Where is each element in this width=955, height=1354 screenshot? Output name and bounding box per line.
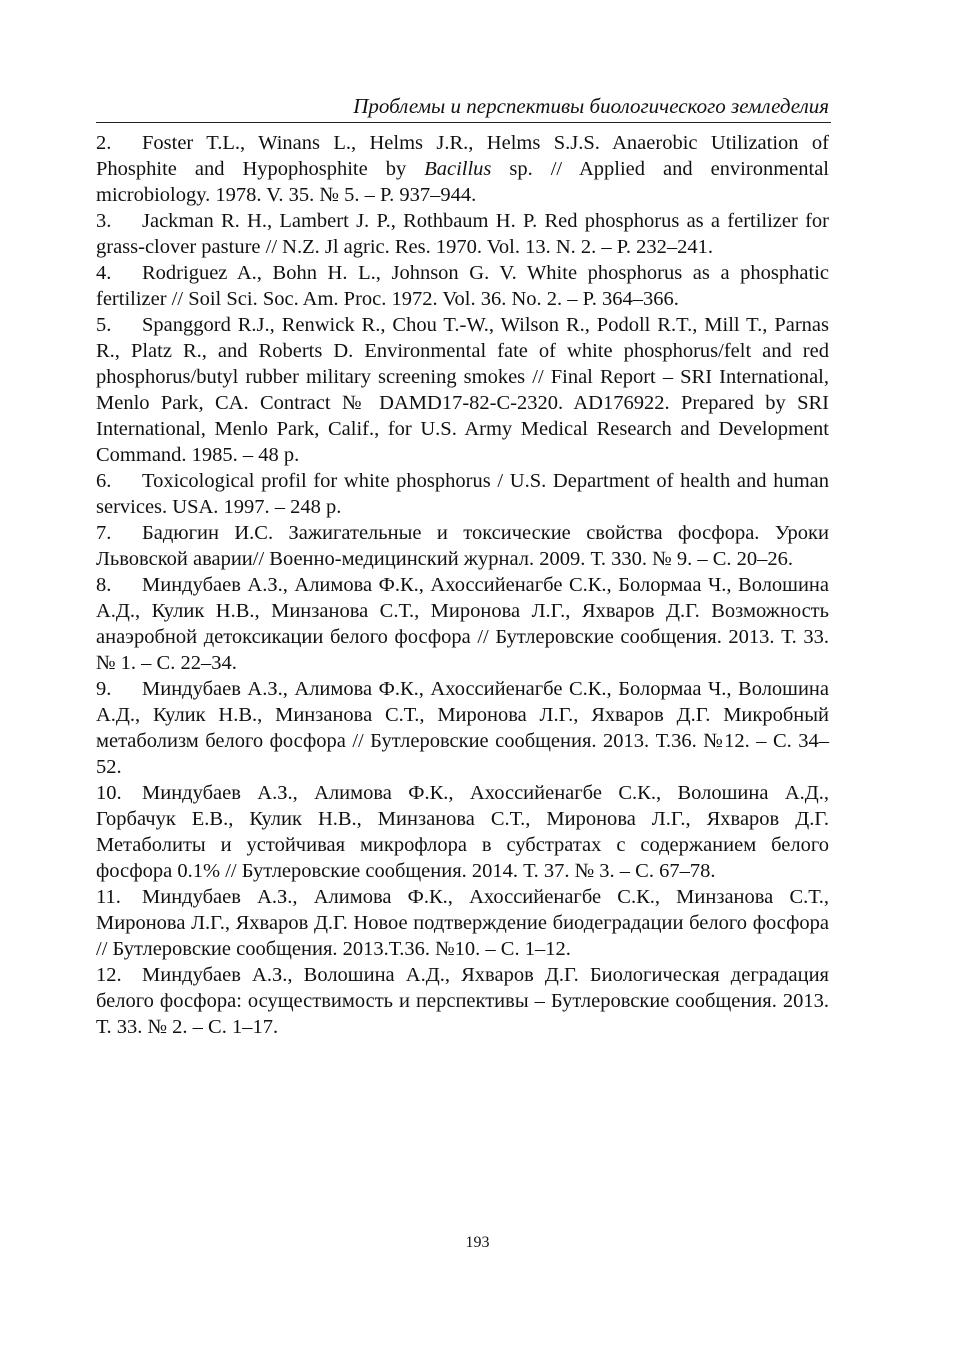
reference-text: Миндубаев А.З., Волошина А.Д., Яхваров Д.Г. Биологическая деградация белого фосфора: осуществимость и перспективы – Бутлеровские сообщения. 2013. Т. 33. № 2. – С. 1–17. [96, 964, 829, 1038]
reference-number: 10. [96, 782, 122, 804]
reference-item [96, 572, 829, 676]
reference-number: 8. [96, 574, 112, 596]
reference-number: 11. [96, 886, 121, 908]
reference-item [96, 468, 829, 520]
reference-number: 9. [96, 678, 112, 700]
running-header-title: Проблемы и перспективы биологического земледелия [353, 94, 829, 118]
reference-number: 2. [96, 132, 112, 154]
reference-text: Foster T.L., Winans L., Helms J.R., Helms S.J.S. Anaerobic Utilization of Phosphite and Hypophosphite by [96, 132, 829, 180]
reference-number: 7. [96, 522, 112, 544]
reference-text: Миндубаев А.З., Алимова Ф.К., Ахоссийенагбе С.К., Волошина А.Д., Горбачук Е.В., Кулик Н.В., Минзанова С.Т., Миронова Л.Г., Яхваров Д.Г. Метаболиты и устойчивая микрофлора в субстратах с содержанием белого фосфора 0.1% // Бутлеровские сообщения. 2014. Т. 37. № 3. – С. 67–78. [96, 782, 829, 882]
reference-item [96, 260, 829, 312]
reference-item [96, 884, 829, 962]
reference-text: sp. // Applied and environmental microbiology. 1978. V. 35. № 5. – P. 937–944. [96, 158, 829, 206]
reference-item [96, 130, 829, 208]
reference-item [96, 962, 829, 1040]
reference-text: Бадюгин И.С. Зажигательные и токсические свойства фосфора. Уроки Львовской аварии// Военно-медицинский журнал. 2009. Т. 330. № 9. – С. 20–26. [96, 522, 829, 570]
reference-item [96, 208, 829, 260]
reference-text: Миндубаев А.З., Алимова Ф.К., Ахоссийенагбе С.К., Болормаа Ч., Волошина А.Д., Кулик Н.В., Минзанова С.Т., Миронова Л.Г., Яхваров Д.Г. Микробный метаболизм белого фосфора // Бутлеровские сообщения. 2013. Т.36. №12. – С. 34–52. [96, 678, 829, 778]
reference-text: Миндубаев А.З., Алимова Ф.К., Ахоссийенагбе С.К., Болормаа Ч., Волошина А.Д., Кулик Н.В., Минзанова С.Т., Миронова Л.Г., Яхваров Д.Г. Возможность анаэробной детоксикации белого фосфора // Бутлеровские сообщения. 2013. Т. 33. № 1. – С. 22–34. [96, 574, 829, 674]
reference-item [96, 312, 829, 468]
reference-text-italic: Bacillus [424, 158, 492, 180]
reference-item [96, 676, 829, 780]
reference-text: Jackman R. H., Lambert J. P., Rothbaum H. P. Red phosphorus as a fertilizer for grass-clover pasture // N.Z. Jl agric. Res. 1970. Vol. 13. N. 2. – P. 232–241. [96, 210, 829, 258]
reference-text: Spanggord R.J., Renwick R., Chou T.-W., Wilson R., Podoll R.T., Mill T., Parnas R., Platz R., and Roberts D. Environmental fate of white phosphorus/felt and red phosphorus/butyl rubber military screening smokes // Final Report – SRI International, Menlo Park, CA. Contract № DAMD17-82-C-2320. AD176922. Prepared by SRI International, Menlo Park, Calif., for U.S. Army Medical Research and Development Command. 1985. – 48 p. [96, 314, 829, 466]
reference-number: 4. [96, 262, 112, 284]
reference-item [96, 520, 829, 572]
reference-number: 12. [96, 964, 122, 986]
reference-text: Миндубаев А.З., Алимова Ф.К., Ахоссийенагбе С.К., Минзанова С.Т., Миронова Л.Г., Яхваров Д.Г. Новое подтверждение биодеградации белого фосфора // Бутлеровские сообщения. 2013.Т.36. №10. – С. 1–12. [96, 886, 829, 960]
reference-text: Rodriguez A., Bohn H. L., Johnson G. V. White phosphorus as a phosphatic fertilizer // Soil Sci. Soc. Am. Proc. 1972. Vol. 36. No. 2. – P. 364–366. [96, 262, 829, 310]
reference-number: 5. [96, 314, 112, 336]
reference-item [96, 780, 829, 884]
running-header [96, 92, 831, 123]
reference-number: 6. [96, 470, 112, 492]
reference-list [96, 130, 829, 1040]
reference-number: 3. [96, 210, 112, 232]
reference-text: Toxicological profil for white phosphorus / U.S. Department of health and human services. USA. 1997. – 248 p. [96, 470, 829, 518]
page-number: 193 [465, 1234, 490, 1251]
